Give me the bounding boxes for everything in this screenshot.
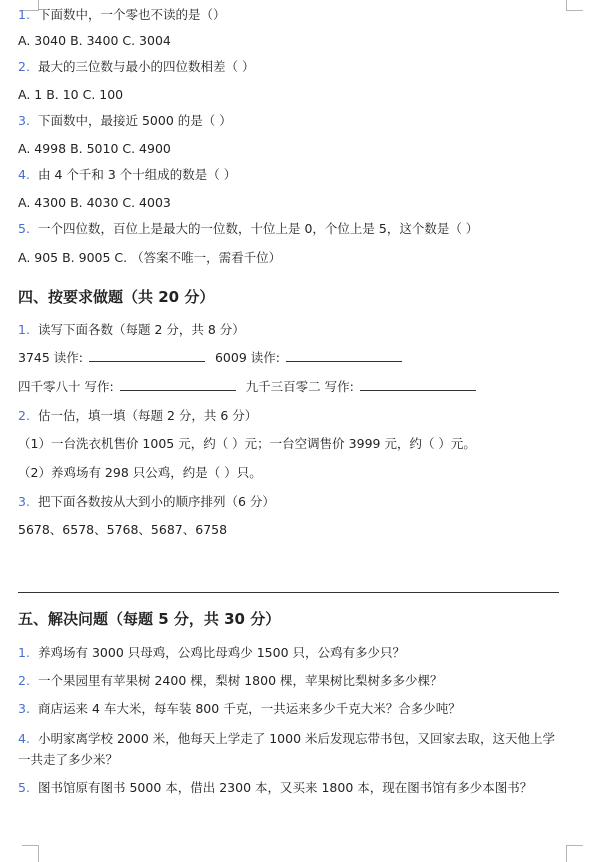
question-text: 把下面各数按从大到小的顺序排列（6 分）: [37, 494, 275, 509]
options-s3-1: A. 3040 B. 3400 C. 3004: [18, 33, 171, 48]
question-number: 5.: [18, 780, 30, 795]
question-s3-2: [18, 59, 254, 75]
section-divider: [18, 592, 559, 593]
question-number: 4.: [18, 731, 30, 746]
read-prompt-6009: 6009 读作:: [214, 350, 280, 365]
question-number: 3.: [18, 494, 30, 509]
question-text: 图书馆原有图书 5000 本，借出 2300 本，又买来 1800 本，现在图书馆有多少本图书？: [37, 780, 533, 795]
question-text: 一个果园里有苹果树 2400 棵，梨树 1800 棵，苹果树比梨树多多少棵？: [37, 673, 443, 688]
write-prompt-9302: 九千三百零二 写作:: [245, 379, 354, 394]
question-number: 1.: [18, 645, 30, 660]
question-number: 2.: [18, 408, 30, 423]
question-s4-2: [18, 408, 257, 424]
options-s3-2: A. 1 B. 10 C. 100: [18, 87, 124, 102]
question-s5-4: [18, 728, 558, 770]
write-prompt-4080: 四千零八十 写作:: [18, 379, 114, 394]
corner-mark-bottom-right: [566, 845, 583, 862]
answer-blank[interactable]: [286, 350, 402, 362]
answer-blank[interactable]: [360, 379, 476, 391]
question-number: 3.: [18, 701, 30, 716]
read-write-row-2: [18, 379, 482, 395]
question-text: 最大的三位数与最小的四位数相差（ ）: [37, 59, 255, 74]
question-number: 2.: [18, 673, 30, 688]
question-s4-1: [18, 322, 245, 338]
question-number: 3.: [18, 113, 30, 128]
question-number: 5.: [18, 221, 30, 236]
question-number: 1.: [18, 7, 30, 22]
options-s3-3: A. 4998 B. 5010 C. 4900: [18, 141, 171, 156]
question-s3-3: [18, 113, 232, 129]
question-number: 1.: [18, 322, 30, 337]
answer-blank[interactable]: [120, 379, 236, 391]
question-text: 下面数中，最接近 5000 的是（ ）: [37, 113, 232, 128]
options-s3-5: A. 905 B. 9005 C. （答案不唯一，需看千位）: [18, 250, 282, 265]
question-text: 养鸡场有 3000 只母鸡，公鸡比母鸡少 1500 只，公鸡有多少只？: [37, 645, 406, 660]
options-s3-4: A. 4300 B. 4030 C. 4003: [18, 195, 171, 210]
question-text: 商店运来 4 车大米，每车装 800 千克，一共运来多少千克大米？合多少吨？: [37, 701, 461, 716]
corner-mark-bottom-left: [22, 845, 39, 862]
sub-question-1: （1）一台洗衣机售价 1005 元，约（ ）元；一台空调售价 3999 元，约（ ）元。: [18, 436, 476, 451]
question-s5-2: [18, 673, 443, 689]
question-s3-4: [18, 167, 236, 183]
question-text: 一个四位数，百位上是最大的一位数，十位上是 0，个位上是 5，这个数是（ ）: [37, 221, 479, 236]
answer-blank[interactable]: [89, 350, 205, 362]
question-s5-1: [18, 645, 405, 661]
question-text: 读写下面各数（每题 2 分，共 8 分）: [37, 322, 245, 337]
question-number: 2.: [18, 59, 30, 74]
section-4-title: 四、按要求做题（共 20 分）: [18, 288, 215, 306]
question-text: 小明家离学校 2000 米，他每天上学走了 1000 米后发现忘带书包，又回家去取，这天他上学一共走了多少米？: [18, 731, 556, 767]
read-write-row-1: [18, 350, 408, 366]
numbers-to-sort: 5678、6578、5768、5687、6758: [18, 522, 228, 537]
question-text: 由 4 个千和 3 个十组成的数是（ ）: [37, 167, 237, 182]
read-prompt-3745: 3745 读作:: [18, 350, 83, 365]
question-s5-3: [18, 701, 461, 717]
question-text: 估一估，填一填（每题 2 分，共 6 分）: [37, 408, 258, 423]
sub-question-2: （2）养鸡场有 298 只公鸡，约是（ ）只。: [18, 465, 262, 480]
corner-mark-top-right: [566, 0, 583, 11]
section-5-title: 五、解决问题（每题 5 分，共 30 分）: [18, 610, 281, 628]
question-number: 4.: [18, 167, 30, 182]
question-text: 下面数中，一个零也不读的是（）: [37, 7, 226, 22]
question-s5-5: [18, 780, 532, 796]
question-s3-1: [18, 7, 226, 23]
question-s3-5: [18, 221, 478, 237]
question-s4-3: [18, 494, 275, 510]
